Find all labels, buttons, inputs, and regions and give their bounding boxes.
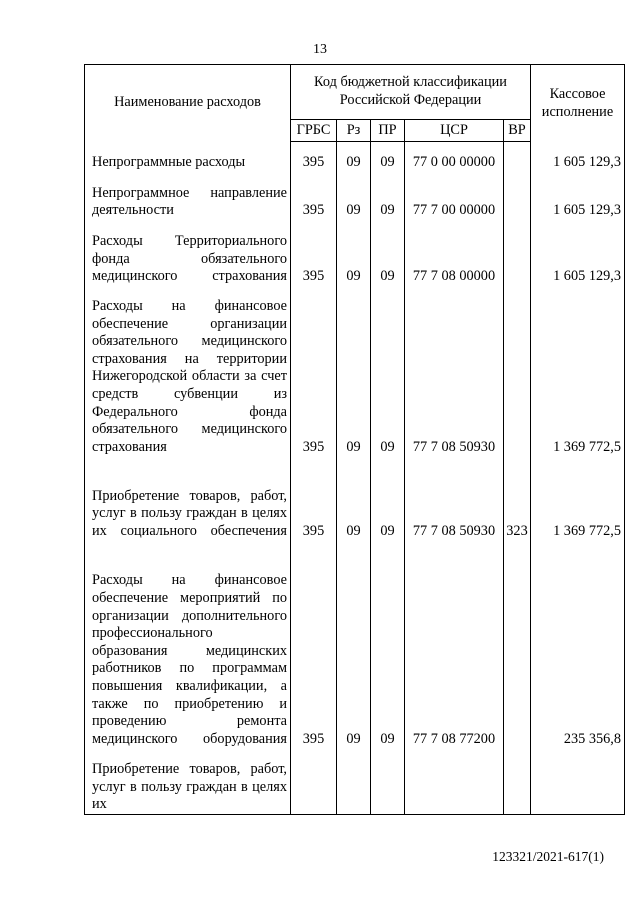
row-pr: 09 — [371, 468, 405, 540]
row-csr: 77 7 08 00000 — [405, 232, 504, 286]
row-vr — [504, 154, 531, 172]
row-vr: 323 — [504, 468, 531, 540]
header-grbs: ГРБС — [291, 120, 337, 142]
row-grbs: 395 — [291, 184, 337, 220]
row-pr — [371, 760, 405, 814]
row-vr — [504, 232, 531, 286]
row-csr: 77 0 00 00000 — [405, 154, 504, 172]
row-name: Непрограммные расходы — [85, 154, 291, 172]
row-grbs: 395 — [291, 154, 337, 172]
table-row — [85, 232, 625, 286]
row-name: Расходы на финансовое обеспечение мероприятий по организации дополнительного профессионального образования медицинских работников по программам повышения квалификации, а также по приобретению и проведению ремонта медицинского оборудования — [85, 552, 291, 748]
row-rz: 09 — [337, 184, 371, 220]
row-pr: 09 — [371, 298, 405, 456]
header-pr: ПР — [371, 120, 405, 142]
table-row — [85, 184, 625, 220]
row-rz: 09 — [337, 154, 371, 172]
header-vr: ВР — [504, 120, 531, 142]
row-pr: 09 — [371, 552, 405, 748]
row-amount: 1 369 772,5 — [531, 298, 625, 456]
row-grbs: 395 — [291, 298, 337, 456]
row-name: Приобретение товаров, работ, услуг в пользу граждан в целях их социального обеспечения — [85, 468, 291, 540]
row-vr — [504, 552, 531, 748]
row-rz: 09 — [337, 552, 371, 748]
budget-expenditure-table — [84, 64, 625, 815]
row-vr — [504, 298, 531, 456]
header-csr: ЦСР — [405, 120, 504, 142]
row-pr: 09 — [371, 232, 405, 286]
row-name: Расходы Территориального фонда обязательного медицинского страхования — [85, 232, 291, 286]
header-name-column: Наименование расходов — [85, 65, 291, 142]
header-execution: Кассовое исполнение — [531, 65, 625, 142]
row-amount — [531, 760, 625, 814]
row-amount: 1 605 129,3 — [531, 154, 625, 172]
row-grbs: 395 — [291, 468, 337, 540]
row-name: Приобретение товаров, работ, услуг в пользу граждан в целях их — [85, 760, 291, 814]
row-csr: 77 7 08 50930 — [405, 468, 504, 540]
row-rz: 09 — [337, 232, 371, 286]
row-pr: 09 — [371, 184, 405, 220]
row-grbs: 395 — [291, 232, 337, 286]
page-number: 13 — [313, 42, 327, 57]
row-rz: 09 — [337, 298, 371, 456]
table-row — [85, 154, 625, 172]
row-csr — [405, 760, 504, 814]
row-csr: 77 7 00 00000 — [405, 184, 504, 220]
row-name: Расходы на финансовое обеспечение организации обязательного медицинского страхования на территории Нижегородской области за счет средств субвенции из Федерального фонда обязательного медицинского страхования — [85, 298, 291, 456]
row-csr: 77 7 08 50930 — [405, 298, 504, 456]
table-row — [85, 298, 625, 456]
row-pr: 09 — [371, 154, 405, 172]
row-amount: 235 356,8 — [531, 552, 625, 748]
document-footer-code: 123321/2021-617(1) — [492, 849, 604, 864]
header-code-group: Код бюджетной классификации Российской Федерации — [291, 65, 531, 120]
table-row — [85, 468, 625, 540]
row-grbs — [291, 760, 337, 814]
row-amount: 1 605 129,3 — [531, 232, 625, 286]
row-rz — [337, 760, 371, 814]
row-vr — [504, 760, 531, 814]
row-rz: 09 — [337, 468, 371, 540]
row-amount: 1 605 129,3 — [531, 184, 625, 220]
row-name: Непрограммное направление деятельности — [85, 184, 291, 220]
table-row — [85, 552, 625, 748]
header-rz: Рз — [337, 120, 371, 142]
row-csr: 77 7 08 77200 — [405, 552, 504, 748]
row-vr — [504, 184, 531, 220]
row-grbs: 395 — [291, 552, 337, 748]
row-amount: 1 369 772,5 — [531, 468, 625, 540]
table-row — [85, 760, 625, 814]
